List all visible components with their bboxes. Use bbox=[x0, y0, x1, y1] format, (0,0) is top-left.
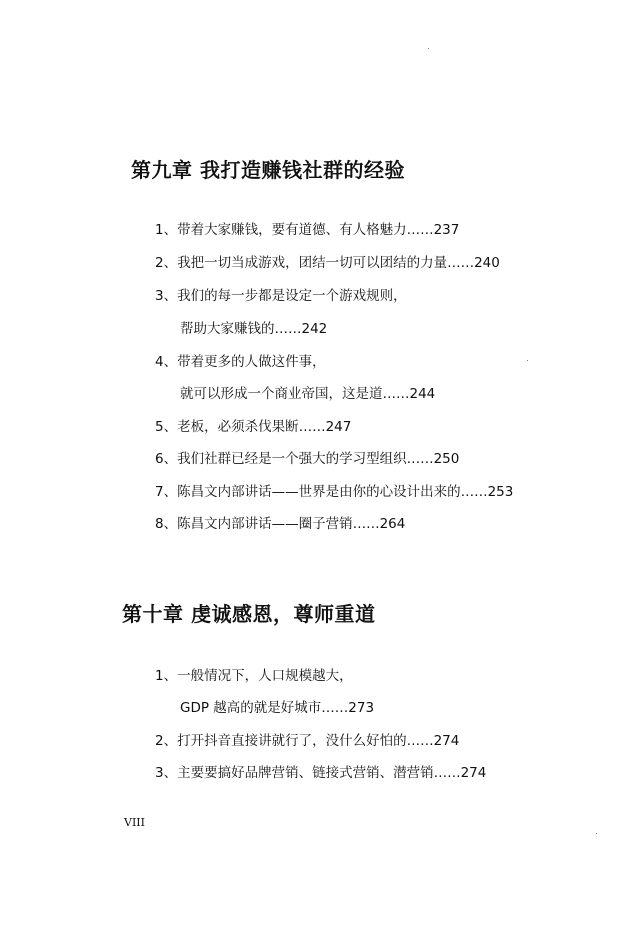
toc-entry-number: 1、 bbox=[155, 668, 178, 684]
toc-entry-text: 带着更多的人做这件事， bbox=[177, 354, 326, 370]
toc-entry-continuation bbox=[180, 696, 374, 716]
toc-entry-number: 4、 bbox=[155, 354, 178, 370]
toc-entry-number: 1、 bbox=[155, 222, 178, 238]
toc-entry-text: 老板，必须杀伐果断……247 bbox=[177, 419, 352, 435]
toc-entry bbox=[155, 761, 486, 781]
toc-entry bbox=[155, 447, 459, 467]
toc-entry-text: 带着大家赚钱，要有道德、有人格魅力……237 bbox=[177, 222, 460, 238]
toc-entry bbox=[155, 284, 407, 304]
toc-entry-number: 6、 bbox=[155, 451, 178, 467]
toc-entry-number: 2、 bbox=[155, 733, 178, 749]
chapter-9-title: 第九章 我打造赚钱社群的经验 bbox=[131, 158, 405, 182]
toc-entry-continuation bbox=[180, 317, 327, 337]
toc-entry bbox=[155, 729, 459, 749]
toc-entry bbox=[155, 664, 353, 684]
toc-entry-number: 2、 bbox=[155, 255, 178, 271]
scan-speck bbox=[596, 833, 597, 834]
page-number: VIII bbox=[124, 816, 145, 829]
toc-entry-text: 我把一切当成游戏，团结一切可以团结的力量……240 bbox=[177, 255, 500, 271]
toc-entry-number: 7、 bbox=[155, 484, 178, 500]
toc-entry-text: 我们社群已经是一个强大的学习型组织……250 bbox=[177, 451, 460, 467]
toc-entry bbox=[155, 512, 405, 532]
toc-entry-text: GDP 越高的就是好城市……273 bbox=[180, 700, 375, 716]
toc-entry-number: 3、 bbox=[155, 765, 178, 781]
toc-entry-text: 主要要搞好品牌营销、链接式营销、潜营销……274 bbox=[177, 765, 487, 781]
toc-entry-number: 3、 bbox=[155, 288, 178, 304]
scan-speck bbox=[527, 360, 528, 361]
toc-entry bbox=[155, 350, 326, 370]
toc-entry-text: 一般情况下，人口规模越大， bbox=[177, 668, 353, 684]
toc-entry-number: 5、 bbox=[155, 419, 178, 435]
toc-entry bbox=[155, 415, 351, 435]
toc-entry bbox=[155, 251, 500, 271]
toc-entry bbox=[155, 480, 513, 500]
toc-entry bbox=[155, 218, 459, 238]
toc-entry-text: 打开抖音直接讲就行了，没什么好怕的……274 bbox=[177, 733, 460, 749]
chapter-10-title: 第十章 虔诚感恩，尊师重道 bbox=[122, 602, 376, 626]
toc-entry-text: 陈昌文内部讲话——圈子营销……264 bbox=[177, 516, 406, 532]
toc-entry-text: 帮助大家赚钱的……242 bbox=[180, 321, 328, 337]
toc-entry-text: 就可以形成一个商业帝国，这是道……244 bbox=[180, 386, 436, 402]
toc-entry-continuation bbox=[180, 382, 435, 402]
toc-entry-number: 8、 bbox=[155, 516, 178, 532]
scan-speck bbox=[428, 48, 429, 49]
toc-entry-text: 我们的每一步都是设定一个游戏规则， bbox=[177, 288, 407, 304]
toc-entry-text: 陈昌文内部讲话——世界是由你的心设计出来的……253 bbox=[177, 484, 514, 500]
